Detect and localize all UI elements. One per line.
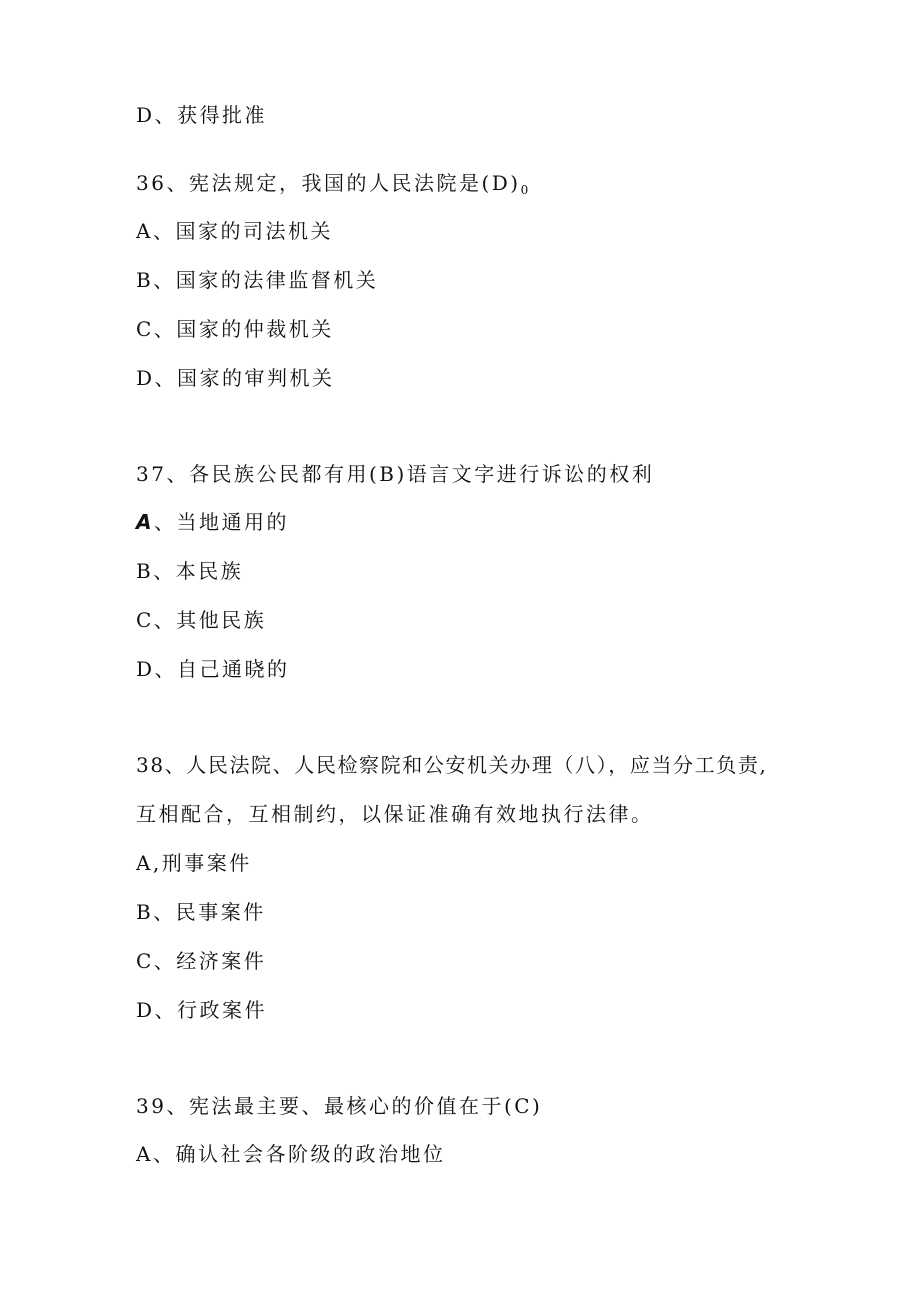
q38-option-c: C、经济案件 xyxy=(136,949,267,973)
q39-question: 39、宪法最主要、最核心的价值在于(C) xyxy=(136,1094,543,1118)
q38-question-line1: 38、人民法院、人民检察院和公安机关办理（八），应当分工负责, xyxy=(136,753,768,777)
q36-option-b: B、国家的法律监督机关 xyxy=(136,268,379,292)
q38-question-line2: 互相配合，互相制约，以保证准确有效地执行法律。 xyxy=(136,802,654,826)
q38-option-d: D、行政案件 xyxy=(136,998,268,1022)
q38-option-b: B、民事案件 xyxy=(136,900,266,924)
q36-question-text: 36、宪法规定，我国的人民法院是(D) xyxy=(136,171,521,195)
q38-option-a: A,刑事案件 xyxy=(136,851,252,875)
q36-question xyxy=(136,170,528,203)
q35-option-d: D、获得批准 xyxy=(136,103,268,127)
q36-question-suffix: 0 xyxy=(520,183,529,197)
q37-option-d: D、自己通晓的 xyxy=(136,657,290,681)
q39-option-a: A、确认社会各阶级的政治地位 xyxy=(136,1142,446,1166)
q36-option-d: D、国家的审判机关 xyxy=(136,366,335,390)
q37-option-b: B、本民族 xyxy=(136,559,244,583)
q36-option-a: A、国家的司法机关 xyxy=(136,219,333,243)
q37-option-c: C、其他民族 xyxy=(136,608,267,632)
q37-option-a xyxy=(136,509,289,535)
q36-option-c: C、国家的仲裁机关 xyxy=(136,317,334,341)
q37-option-a-text: 、当地通用的 xyxy=(153,510,289,534)
q37-question: 37、各民族公民都有用(B)语言文字进行诉讼的权利 xyxy=(136,462,655,486)
q37-option-a-letter: A xyxy=(136,510,154,534)
